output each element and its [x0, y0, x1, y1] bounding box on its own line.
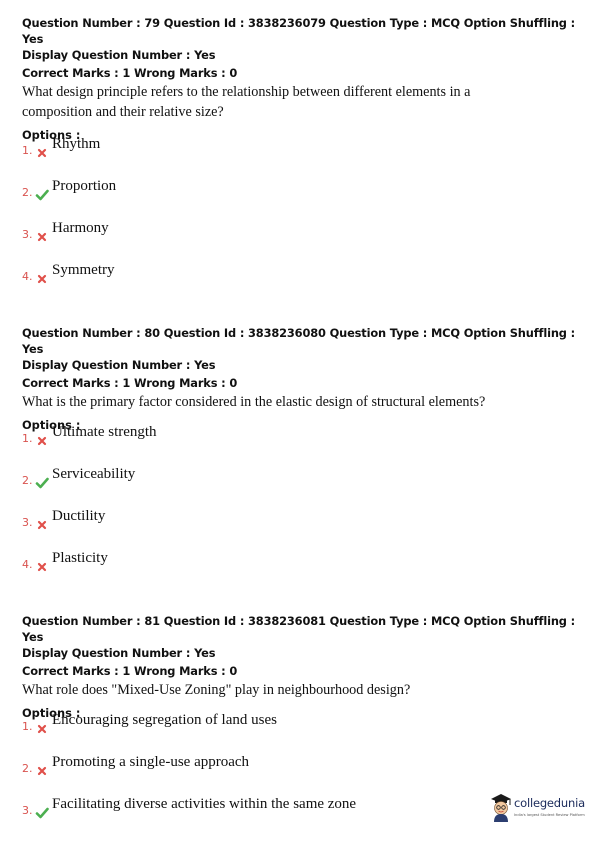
wrong-cross-icon	[35, 721, 49, 735]
wrong-cross-icon	[35, 517, 49, 531]
collegedunia-logo[interactable]	[489, 793, 589, 833]
option-text: Symmetry	[52, 262, 115, 278]
question-block-79	[22, 15, 577, 143]
option-number: 4.	[22, 270, 33, 283]
option-text: Rhythm	[52, 136, 101, 152]
question-header-line1: Question Number : 81 Question Id : 3838236081 Question Type : MCQ Option Shuffling : Yes	[22, 614, 576, 644]
option-number: 2.	[22, 186, 33, 199]
question-header-line1: Question Number : 79 Question Id : 3838236079 Question Type : MCQ Option Shuffling : Yes	[22, 16, 576, 46]
wrong-cross-icon	[35, 763, 49, 777]
question-block-81	[22, 613, 577, 721]
options-label: Options :	[22, 128, 81, 142]
option-text: Ductility	[52, 508, 106, 524]
logo-name: collegedunia	[514, 796, 585, 810]
option-number: 1.	[22, 432, 33, 445]
option-text: Encouraging segregation of land uses	[52, 712, 277, 728]
option-item[interactable]	[22, 756, 249, 776]
option-item[interactable]	[22, 180, 116, 200]
option-number: 3.	[22, 228, 33, 241]
option-number: 3.	[22, 804, 33, 817]
option-item[interactable]	[22, 468, 135, 488]
option-text: Ultimate strength	[52, 424, 157, 440]
options-label: Options :	[22, 706, 81, 720]
wrong-cross-icon	[35, 271, 49, 285]
option-item[interactable]	[22, 510, 105, 530]
question-text-line1: What role does "Mixed-Use Zoning" play in neighbourhood design?	[22, 682, 411, 698]
option-text: Promoting a single-use approach	[52, 754, 250, 770]
logo-tagline: India's largest Student Review Platform	[514, 813, 585, 817]
option-number: 2.	[22, 762, 33, 775]
correct-check-icon	[35, 475, 49, 489]
option-item[interactable]	[22, 222, 109, 242]
option-text: Harmony	[52, 220, 109, 236]
wrong-cross-icon	[35, 145, 49, 159]
option-item[interactable]	[22, 552, 108, 572]
question-header-line2: Display Question Number : Yes	[22, 646, 216, 660]
option-number: 4.	[22, 558, 33, 571]
option-text: Serviceability	[52, 466, 136, 482]
wrong-cross-icon	[35, 229, 49, 243]
question-marks: Correct Marks : 1 Wrong Marks : 0	[22, 66, 238, 80]
question-block-80	[22, 325, 577, 433]
correct-check-icon	[35, 187, 49, 201]
option-number: 3.	[22, 516, 33, 529]
question-header-line2: Display Question Number : Yes	[22, 358, 216, 372]
wrong-cross-icon	[35, 433, 49, 447]
question-header-line1: Question Number : 80 Question Id : 3838236080 Question Type : MCQ Option Shuffling : Yes	[22, 326, 576, 356]
option-text: Facilitating diverse activities within the same zone	[52, 796, 357, 812]
question-text-line2: composition and their relative size?	[22, 104, 224, 120]
option-number: 1.	[22, 144, 33, 157]
option-item[interactable]	[22, 264, 115, 284]
options-label: Options :	[22, 418, 81, 432]
question-marks: Correct Marks : 1 Wrong Marks : 0	[22, 664, 238, 678]
option-number: 1.	[22, 720, 33, 733]
option-text: Proportion	[52, 178, 117, 194]
question-header-line2: Display Question Number : Yes	[22, 48, 216, 62]
option-text: Plasticity	[52, 550, 108, 566]
option-number: 2.	[22, 474, 33, 487]
student-mascot-icon	[489, 793, 513, 827]
question-text-line1: What design principle refers to the relationship between different elements in a	[22, 84, 471, 100]
option-item[interactable]	[22, 426, 157, 446]
correct-check-icon	[35, 805, 49, 819]
wrong-cross-icon	[35, 559, 49, 573]
question-text-line1: What is the primary factor considered in the elastic design of structural elements?	[22, 394, 486, 410]
option-item[interactable]	[22, 714, 277, 734]
option-item[interactable]	[22, 798, 356, 818]
option-item[interactable]	[22, 138, 100, 158]
question-marks: Correct Marks : 1 Wrong Marks : 0	[22, 376, 238, 390]
